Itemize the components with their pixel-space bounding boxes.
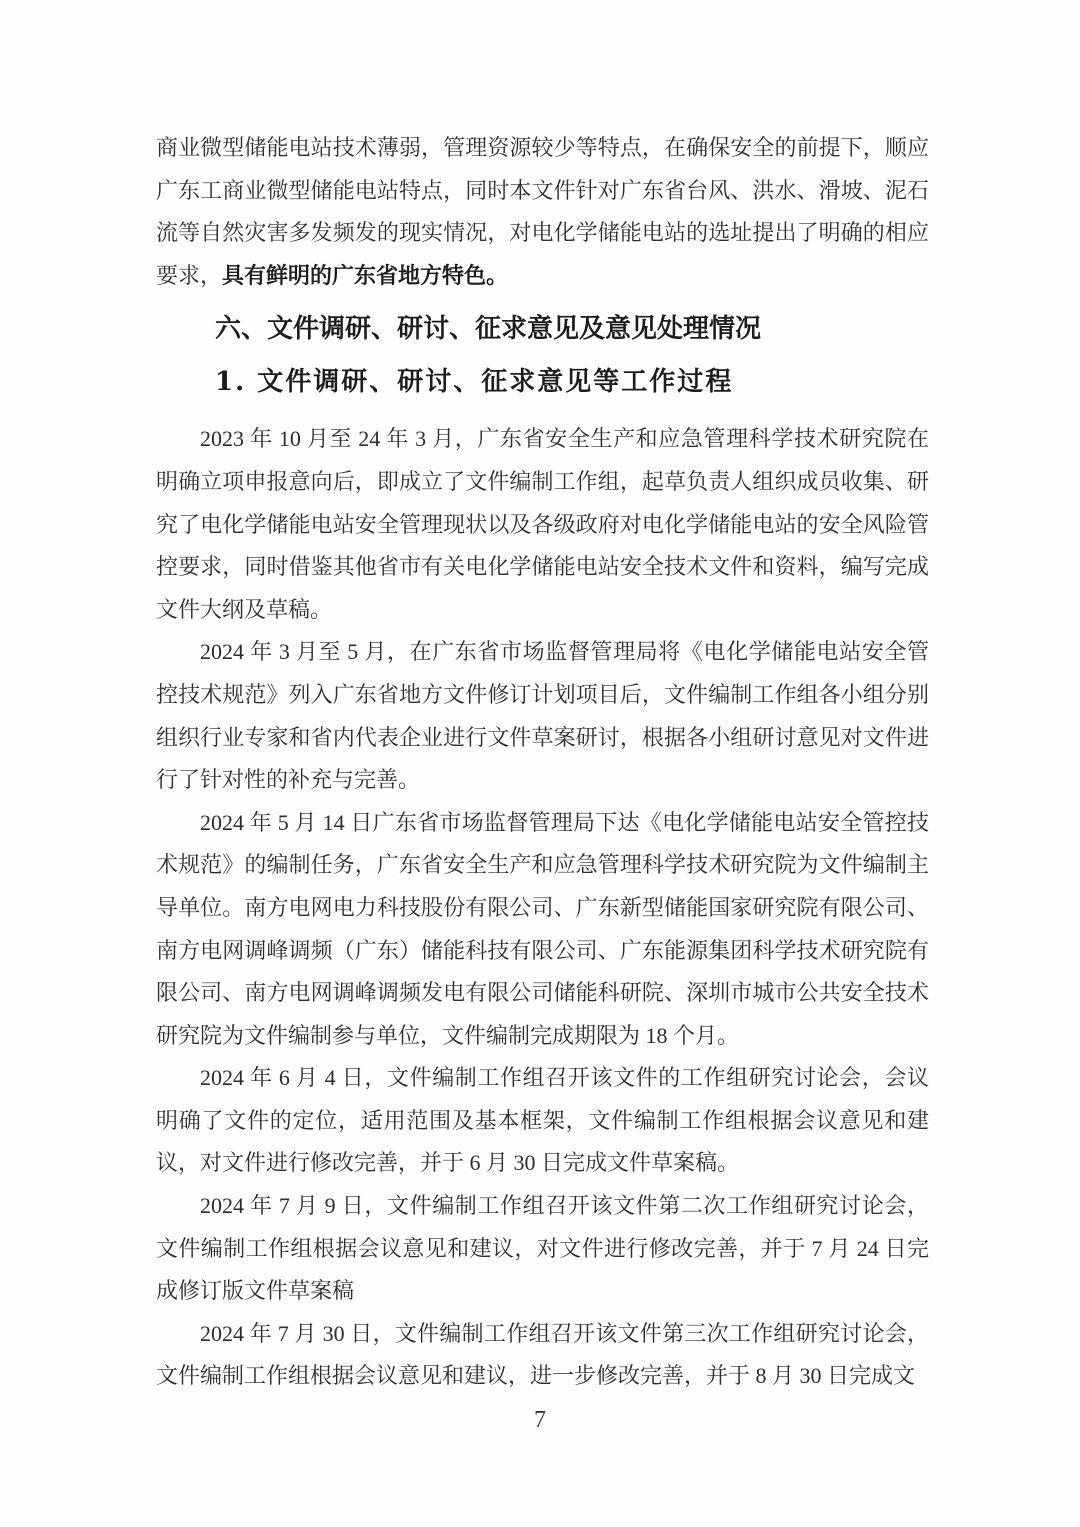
paragraph-third-meeting: 2024 年 7 月 30 日，文件编制工作组召开该文件第三次工作组研究讨论会，文件编制工作组根据会议意见和建议，进一步修改完善，并于 8 月 30 日完成文 [156, 1320, 929, 1389]
emphasized-text: 具有鲜明的广东省地方特色。 [222, 262, 509, 288]
paragraph-task-assignment: 2024 年 5 月 14 日广东省市场监督管理局下达《电化学储能电站安全管控技术规范》的编制任务，广东省安全生产和应急管理科学技术研究院为文件编制主导单位。南方电网电力科技股份有限公司、广东新型储能国家研究院有限公司、南方电网调峰调频（广东）储能科技有限公司、广东能源集团科学技术研究院有限公司、南方电网调峰调频发电有限公司储能科研院、深圳市城市公共安全技术研究院为文件编制参与单位，文件编制完成期限为 18 个月。 [156, 809, 929, 1048]
section-heading: 六、文件调研、研讨、征求意见及意见处理情况 [215, 313, 762, 344]
page-footer [0, 1405, 1080, 1435]
page-number: 7 [534, 1407, 546, 1433]
paragraph-continuation [156, 127, 929, 297]
subsection-heading: 1. 文件调研、研讨、征求意见等工作过程 [215, 367, 734, 398]
paragraph-plan-listing: 2024 年 3 月至 5 月，在广东省市场监督管理局将《电化学储能电站安全管控技术规范》列入广东省地方文件修订计划项目后，文件编制工作组各小组分别组织行业专家和省内代表企业进行文件草案研讨，根据各小组研讨意见对文件进行了针对性的补充与完善。 [156, 639, 929, 793]
document-content [156, 127, 929, 1398]
paragraph-text: 商业微型储能电站技术薄弱，管理资源较少等特点，在确保安全的前提下，顺应广东工商业微型储能电站特点，同时本文件针对广东省台风、洪水、滑坡、泥石流等自然灾害多发频发的现实情况，对电化学储能电站的选址提出了明确的相应要求， [156, 135, 929, 288]
paragraph-first-meeting: 2024 年 6 月 4 日，文件编制工作组召开该文件的工作组研究讨论会，会议明确了文件的定位，适用范围及基本框架，文件编制工作组根据会议意见和建议，对文件进行修改完善，并于 6 月 30 日完成文件草案稿。 [156, 1065, 929, 1176]
paragraph-drafting-start: 2023 年 10 月至 24 年 3 月，广东省安全生产和应急管理科学技术研究院在明确立项申报意向后，即成立了文件编制工作组，起草负责人组织成员收集、研究了电化学储能电站安全管理现状以及各级政府对电化学储能电站的安全风险管控要求，同时借鉴其他省市有关电化学储能电站安全技术文件和资料，编写完成文件大纲及草稿。 [156, 426, 929, 622]
paragraph-second-meeting: 2024 年 7 月 9 日，文件编制工作组召开该文件第二次工作组研究讨论会，文件编制工作组根据会议意见和建议，对文件进行修改完善，并于 7 月 24 日完成修订版文件草案稿 [156, 1193, 929, 1304]
